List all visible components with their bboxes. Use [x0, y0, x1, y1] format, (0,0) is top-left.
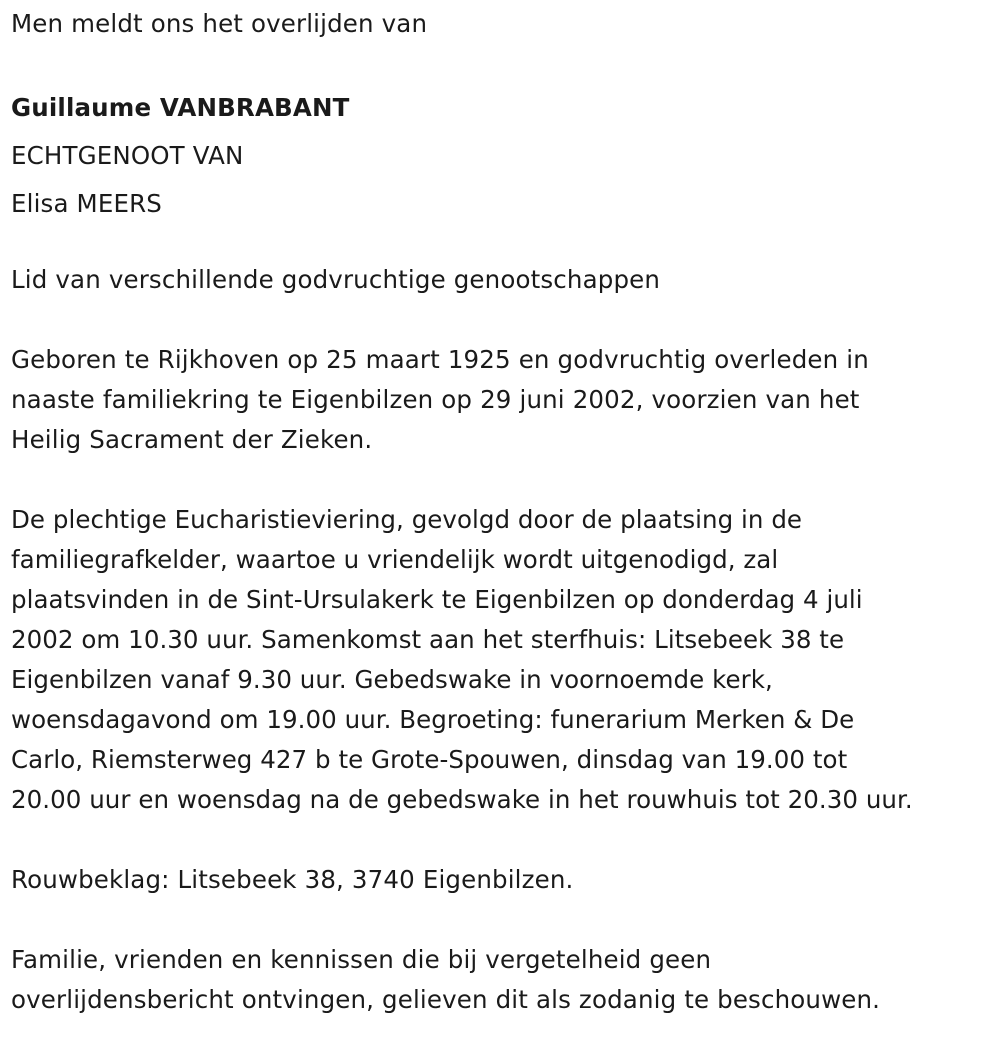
intro-text: Men meldt ons het overlijden van [11, 9, 428, 38]
paragraph-line: woensdagavond om 19.00 uur. Begroeting: funerarium Merken & De [11, 705, 855, 734]
paragraph-line: De plechtige Eucharistieviering, gevolgd door de plaatsing in de [11, 505, 803, 534]
condolences-text: Rouwbeklag: Litsebeek 38, 3740 Eigenbilzen. [11, 865, 574, 894]
paragraph-line: 2002 om 10.30 uur. Samenkomst aan het sterfhuis: Litsebeek 38 te [11, 625, 845, 654]
paragraph-line: plaatsvinden in de Sint-Ursulakerk te Eigenbilzen op donderdag 4 juli [11, 585, 863, 614]
spouse-name: Elisa MEERS [11, 189, 162, 218]
ceremony-paragraph [11, 500, 1000, 820]
deceased-name: Guillaume VANBRABANT [11, 93, 350, 122]
paragraph-line: Geboren te Rijkhoven op 25 maart 1925 en godvruchtig overleden in [11, 345, 869, 374]
paragraph-line: overlijdensbericht ontvingen, gelieven dit als zodanig te beschouwen. [11, 985, 881, 1014]
paragraph-line: 20.00 uur en woensdag na de gebedswake in het rouwhuis tot 20.30 uur. [11, 785, 913, 814]
paragraph-line: Heilig Sacrament der Zieken. [11, 425, 373, 454]
closing-paragraph [11, 940, 1000, 1020]
relation-label: ECHTGENOOT VAN [11, 141, 244, 170]
paragraph-line: familiegrafkelder, waartoe u vriendelijk wordt uitgenodigd, zal [11, 545, 779, 574]
paragraph-line: Familie, vrienden en kennissen die bij vergetelheid geen [11, 945, 712, 974]
paragraph-line: naaste familiekring te Eigenbilzen op 29 juni 2002, voorzien van het [11, 385, 860, 414]
membership-text: Lid van verschillende godvruchtige genootschappen [11, 265, 661, 294]
birth-death-paragraph [11, 340, 1000, 460]
paragraph-line: Carlo, Riemsterweg 427 b te Grote-Spouwen, dinsdag van 19.00 tot [11, 745, 848, 774]
paragraph-line: Eigenbilzen vanaf 9.30 uur. Gebedswake in voornoemde kerk, [11, 665, 773, 694]
